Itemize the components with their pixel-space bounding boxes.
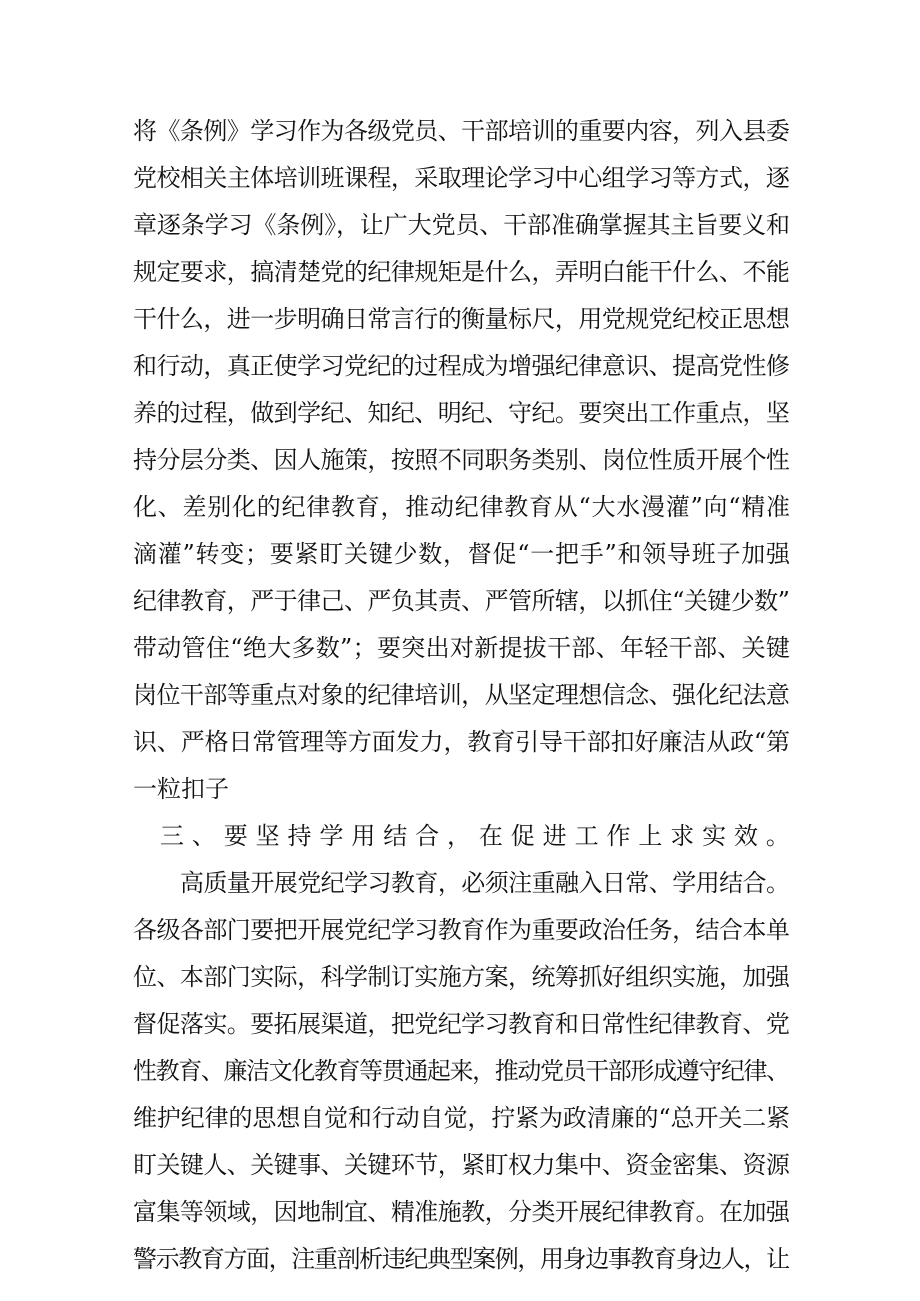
text-line: 规定要求，搞清楚党的纪律规矩是什么，弄明白能干什么、不能 <box>133 258 790 286</box>
text-line: 富集等领域，因地制宜、精准施教，分类开展纪律教育。在加强 <box>133 1198 790 1226</box>
text-line: 维护纪律的思想自觉和行动自觉，拧紧为政清廉的“总开关二紧 <box>133 1104 790 1132</box>
text-line: 性教育、廉洁文化教育等贯通起来，推动党员干部形成遵守纪律、 <box>133 1057 789 1085</box>
text-line: 警示教育方面，注重剖析违纪典型案例，用身边事教育身边人，让 <box>133 1245 789 1273</box>
text-line: 督促落实。要拓展渠道，把党纪学习教育和日常性纪律教育、党 <box>133 1010 790 1038</box>
text-line: 带动管住“绝大多数”；要突出对新提拔干部、年轻干部、关键 <box>133 634 791 662</box>
text-line: 高质量开展党纪学习教育，必须注重融入日常、学用结合。 <box>180 869 790 897</box>
text-line: 纪律教育，严于律己、严负其责、严管所辖，以抓住“关键少数” <box>133 587 790 615</box>
text-line: 位、本部门实际，科学制订实施方案，统筹抓好组织实施，加强 <box>133 963 790 991</box>
text-line: 党校相关主体培训班课程，采取理论学习中心组学习等方式，逐 <box>133 164 790 192</box>
text-line: 岗位干部等重点对象的纪律培训，从坚定理想信念、强化纪法意 <box>133 681 790 709</box>
text-line: 将《条例》学习作为各级党员、干部培训的重要内容，列入县委 <box>133 117 790 145</box>
text-line: 一粒扣子 <box>133 775 229 803</box>
text-line: 干什么，进一步明确日常言行的衡量标尺，用党规党纪校正思想 <box>133 305 790 333</box>
text-line: 养的过程，做到学纪、知纪、明纪、守纪。要突出工作重点，坚 <box>133 399 790 427</box>
text-line: 化、差别化的纪律教育，推动纪律教育从“大水漫灌”向“精准 <box>133 493 791 521</box>
text-line: 滴灌”转变；要紧盯关键少数，督促“一把手”和领导班子加强 <box>133 540 791 568</box>
text-line: 和行动，真正使学习党纪的过程成为增强纪律意识、提高党性修 <box>133 352 790 380</box>
text-line: 盯关键人、关键事、关键环节，紧盯权力集中、资金密集、资源 <box>133 1151 790 1179</box>
text-line: 持分层分类、因人施策，按照不同职务类别、岗位性质开展个性 <box>133 446 790 474</box>
text-line: 识、严格日常管理等方面发力，教育引导干部扣好廉洁从政“第 <box>133 728 790 756</box>
text-line: 各级各部门要把开展党纪学习教育作为重要政治任务，结合本单 <box>133 916 790 944</box>
text-line: 三、要坚持学用结合，在促进工作上求实效。 <box>160 822 798 850</box>
text-line: 章逐条学习《条例》，让广大党员、干部准确掌握其主旨要义和 <box>133 211 790 239</box>
